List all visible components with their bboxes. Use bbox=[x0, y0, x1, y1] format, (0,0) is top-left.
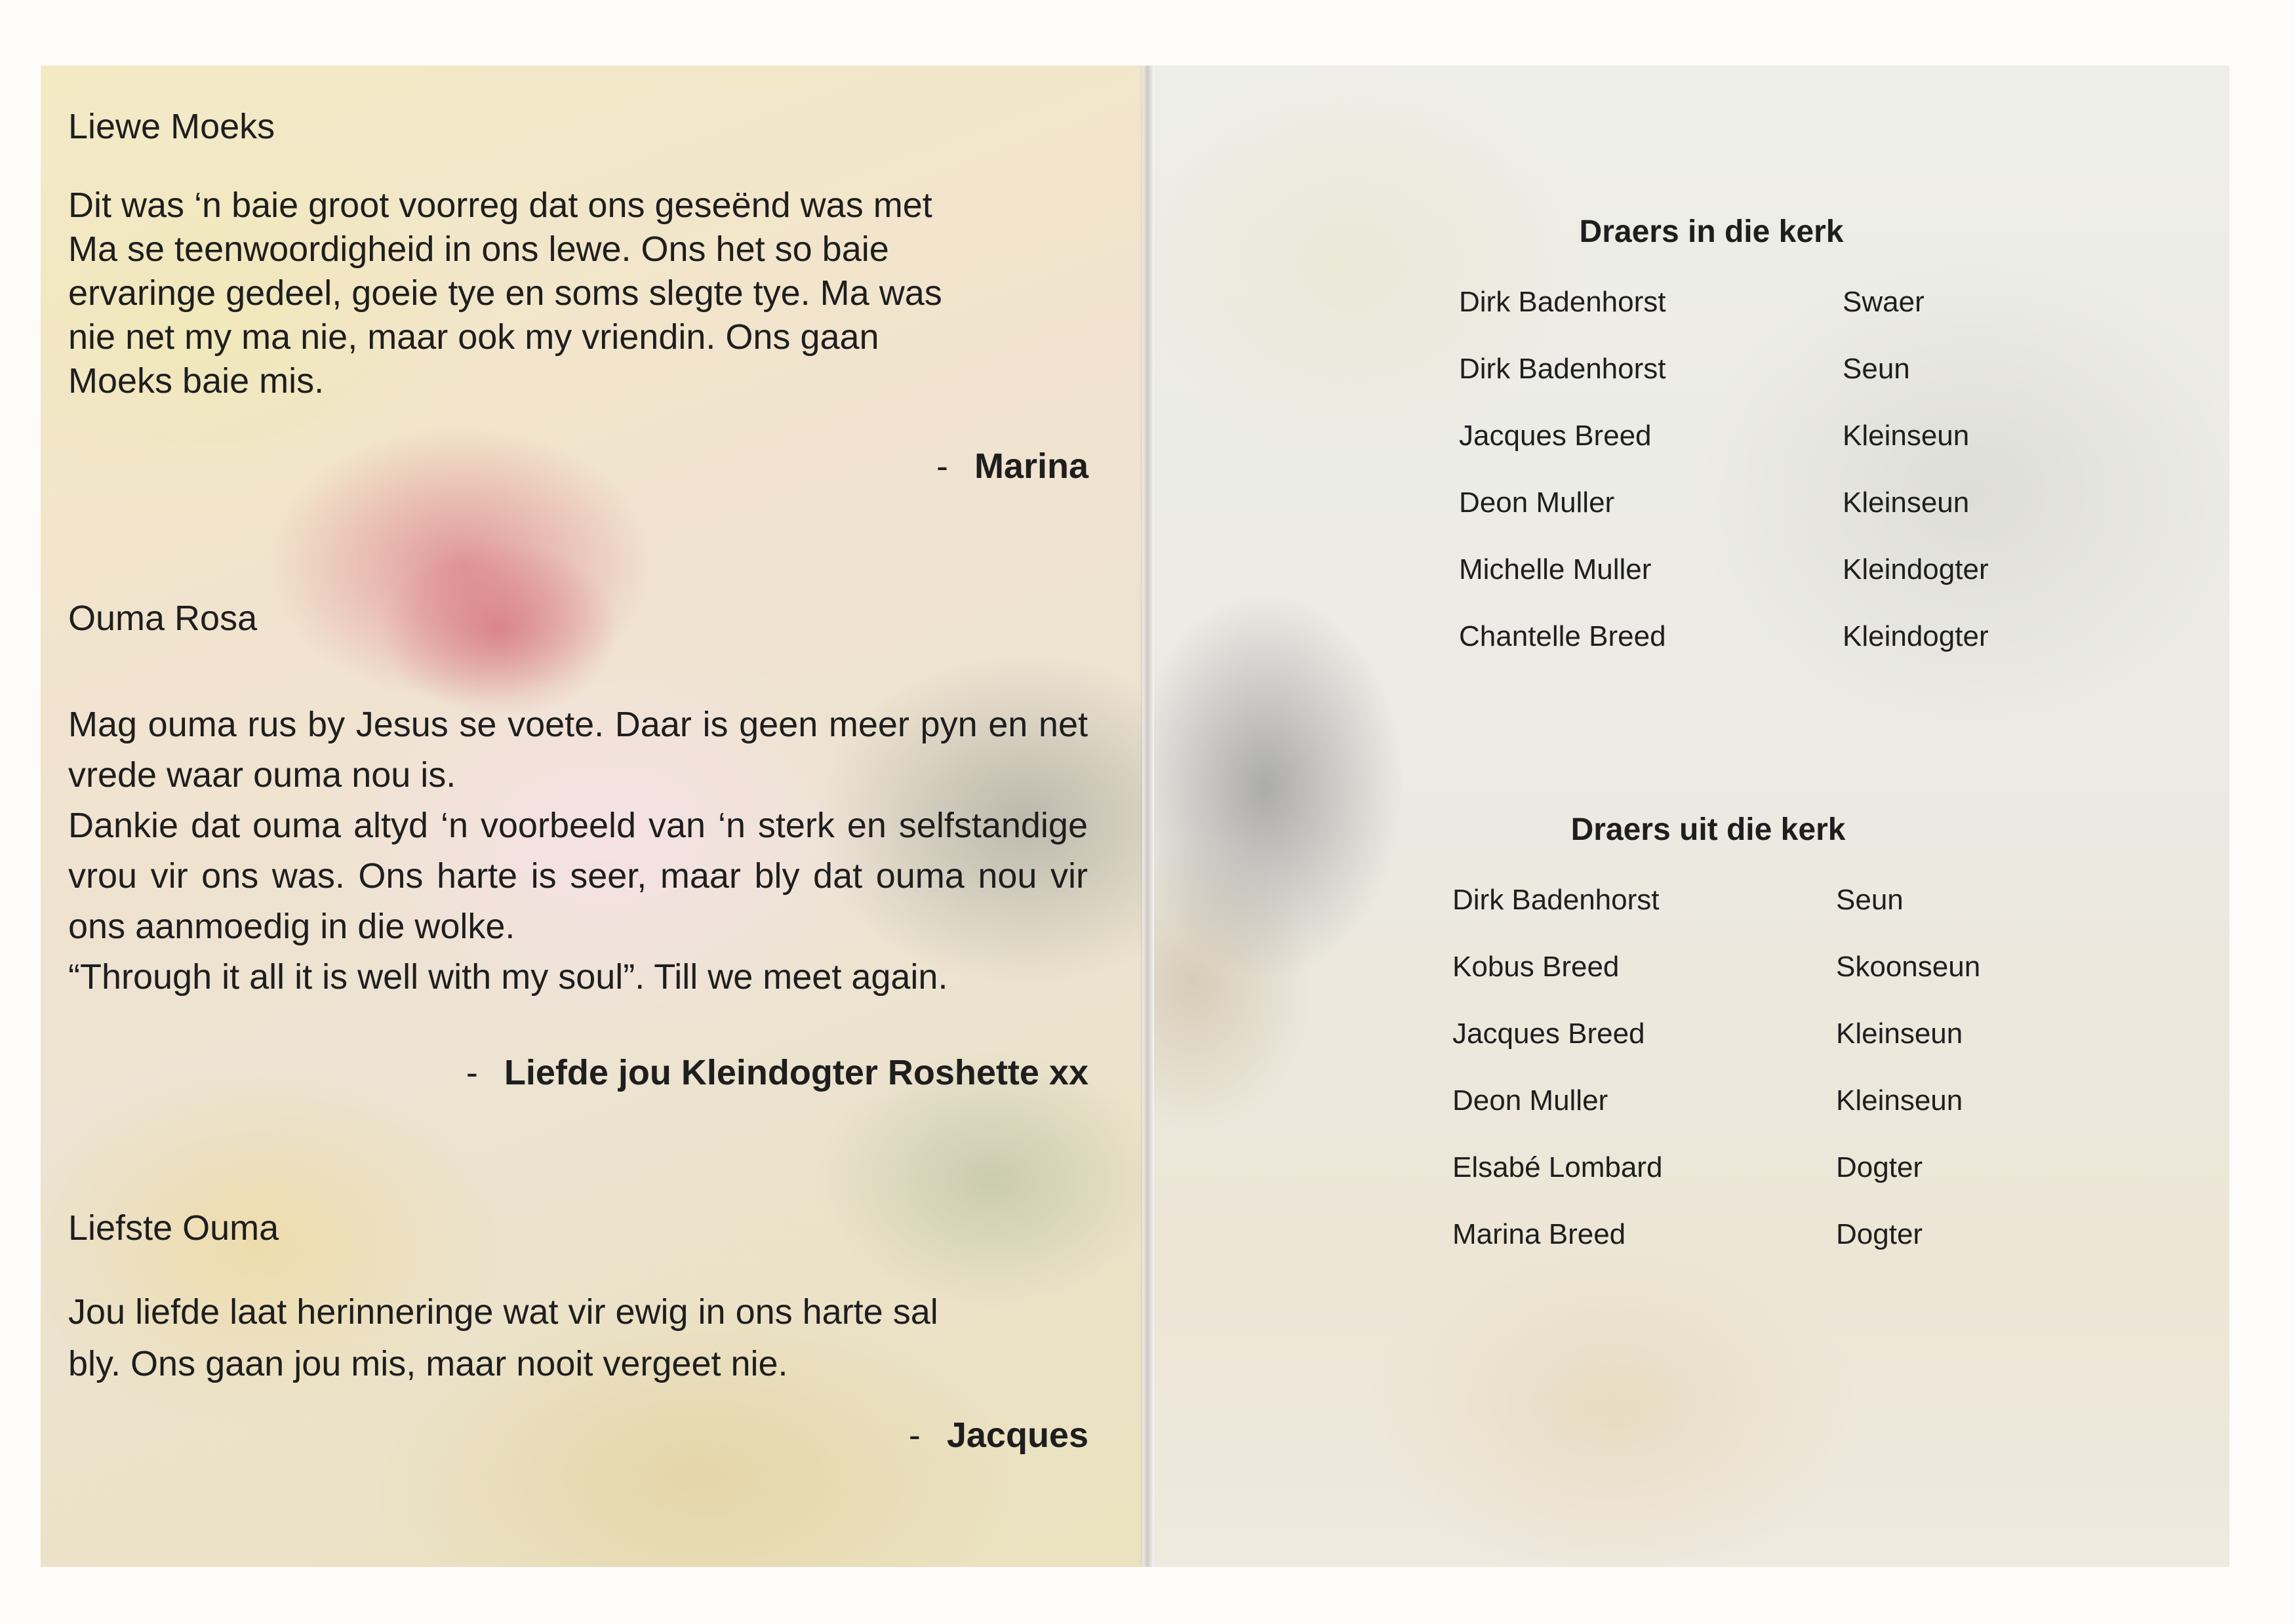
message-signature bbox=[936, 446, 1088, 486]
bearer-name: Kobus Breed bbox=[1452, 951, 1620, 983]
signature-name: Marina bbox=[974, 446, 1088, 486]
bearer-name: Marina Breed bbox=[1452, 1218, 1626, 1250]
signature-dash: - bbox=[936, 446, 948, 486]
section-title: Draers uit die kerk bbox=[1570, 812, 1846, 847]
bearer-name: Jacques Breed bbox=[1452, 1018, 1645, 1050]
signature-name: Liefde jou Kleindogter Roshette xx bbox=[504, 1053, 1088, 1092]
message-signature bbox=[466, 1052, 1088, 1093]
bearer-relation: Dogter bbox=[1836, 1151, 1923, 1183]
message-line: “Through it all it is well with my soul”. Till we meet again. bbox=[68, 957, 948, 997]
bearer-relation: Swaer bbox=[1843, 286, 1925, 318]
bearer-relation: Dogter bbox=[1836, 1218, 1923, 1250]
signature-dash: - bbox=[466, 1053, 478, 1092]
bearer-relation: Kleindogter bbox=[1843, 620, 1989, 652]
bearer-relation: Kleinseun bbox=[1836, 1084, 1963, 1117]
bearer-name: Deon Muller bbox=[1459, 486, 1615, 519]
bearer-name: Deon Muller bbox=[1452, 1084, 1608, 1117]
bearer-name: Jacques Breed bbox=[1459, 420, 1652, 452]
bearer-name: Chantelle Breed bbox=[1459, 620, 1666, 652]
message-signature bbox=[909, 1415, 1088, 1456]
page-fold bbox=[1140, 66, 1155, 1567]
bearer-name: Dirk Badenhorst bbox=[1452, 884, 1660, 916]
bearer-relation: Kleinseun bbox=[1843, 486, 1970, 519]
message-salutation: Liefste Ouma bbox=[68, 1208, 279, 1248]
message-body bbox=[68, 700, 1088, 1002]
message-line: Ma se teenwoordigheid in ons lewe. Ons het so baie bbox=[68, 229, 889, 269]
message-salutation: Liewe Moeks bbox=[68, 107, 275, 146]
message-line: ervaringe gedeel, goeie tye en soms slegte tye. Ma was bbox=[68, 273, 942, 313]
message-line: Jou liefde laat herinneringe wat vir ewig in ons harte sal bbox=[68, 1292, 938, 1332]
message-body bbox=[68, 1286, 938, 1390]
bearer-relation: Skoonseun bbox=[1836, 951, 1981, 983]
message-line: bly. Ons gaan jou mis, maar nooit vergeet nie. bbox=[68, 1344, 788, 1383]
message-body bbox=[68, 184, 942, 403]
left-page bbox=[41, 66, 1142, 1567]
signature-dash: - bbox=[908, 1416, 921, 1455]
bearer-relation: Seun bbox=[1843, 353, 1910, 385]
bearer-relation: Kleinseun bbox=[1836, 1018, 1963, 1050]
section-title: Draers in die kerk bbox=[1579, 214, 1844, 249]
message-salutation: Ouma Rosa bbox=[68, 599, 258, 638]
message-line: Moeks baie mis. bbox=[68, 361, 325, 401]
bearer-name: Michelle Muller bbox=[1459, 553, 1652, 585]
bearer-relation: Seun bbox=[1836, 884, 1904, 916]
bearer-relation: Kleindogter bbox=[1843, 553, 1989, 585]
bearer-relation: Kleinseun bbox=[1843, 420, 1970, 452]
message-line: Dankie dat ouma altyd ‘n voorbeeld van ‘n sterk en selfstandige vrou vir ons was. Ons harte is seer, maar bly dat ouma nou vir ons aanmoedig in die wolke. bbox=[68, 806, 1088, 946]
signature-name: Jacques bbox=[946, 1416, 1088, 1455]
message-line: nie net my ma nie, maar ook my vriendin. Ons gaan bbox=[68, 317, 879, 357]
bearer-name: Dirk Badenhorst bbox=[1459, 353, 1666, 385]
message-line: Mag ouma rus by Jesus se voete. Daar is geen meer pyn en net vrede waar ouma nou is. bbox=[68, 705, 1088, 795]
bearer-name: Elsabé Lombard bbox=[1452, 1151, 1663, 1183]
bearer-name: Dirk Badenhorst bbox=[1459, 286, 1666, 318]
right-page bbox=[1154, 66, 2229, 1567]
message-line: Dit was ‘n baie groot voorreg dat ons geseënd was met bbox=[68, 186, 932, 225]
